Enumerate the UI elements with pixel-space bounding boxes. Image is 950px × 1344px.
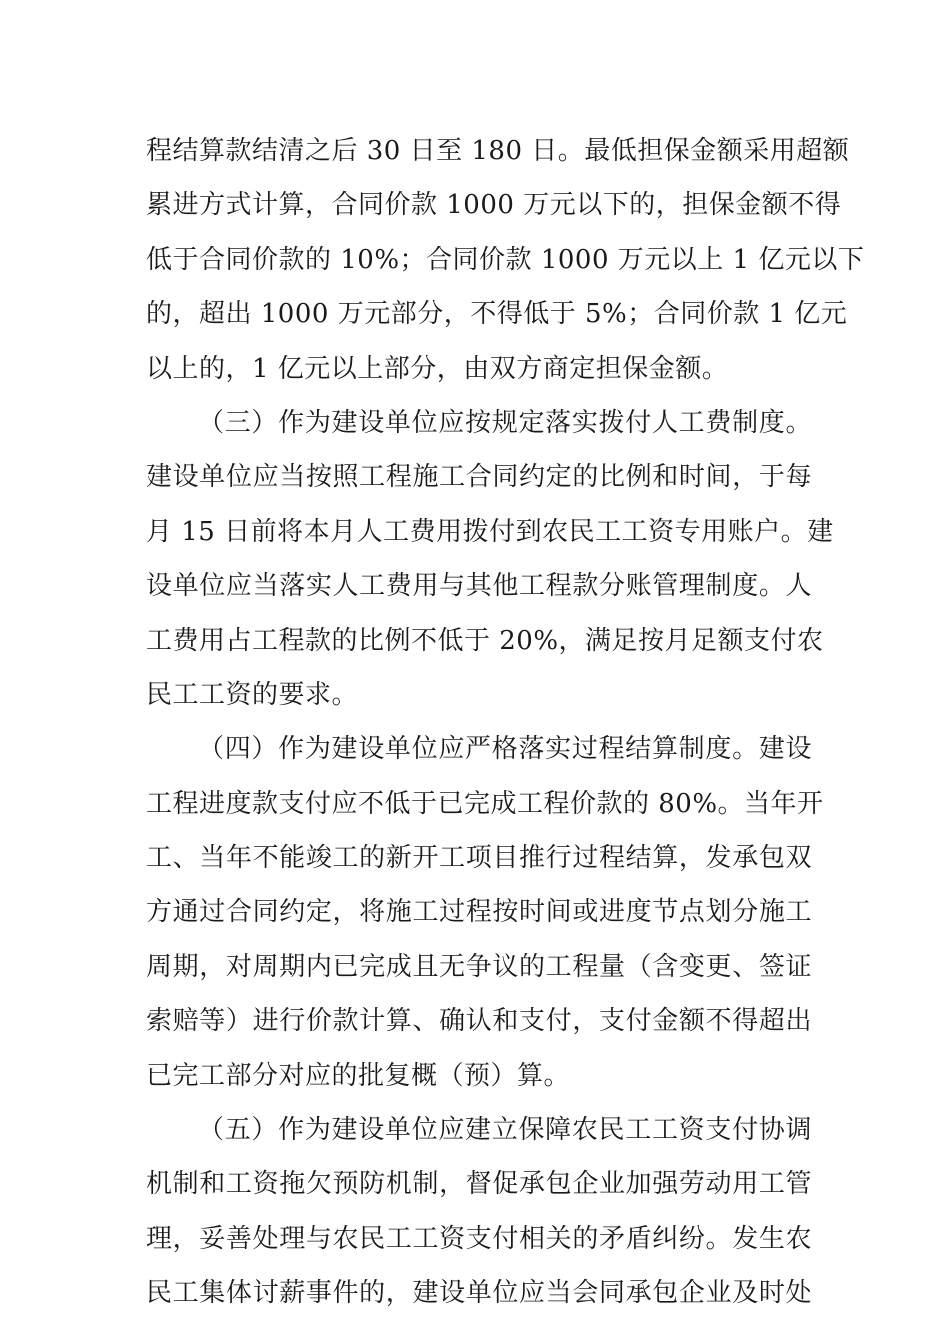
paragraph-heading-line: （五）作为建设单位应建立保障农民工工资支付协调 [198,1115,812,1146]
text-line: 民工集体讨薪事件的，建设单位应当会同承包企业及时处 [146,1278,812,1309]
text-line: 建设单位应当按照工程施工合同约定的比例和时间，于每 [146,462,812,493]
text-line: 工、当年不能竣工的新开工项目推行过程结算，发承包双 [146,843,812,874]
text-line: 工费用占工程款的比例不低于 20%，满足按月足额支付农 [146,625,824,656]
text-line: 已完工部分对应的批复概（预）算。 [146,1060,571,1091]
paragraph-heading-line: （四）作为建设单位应严格落实过程结算制度。建设 [198,734,812,765]
text-line: 的，超出 1000 万元部分，不得低于 5%；合同价款 1 亿元 [146,299,848,330]
paragraph-process-settlement [146,722,824,1103]
text-line: 累进方式计算，合同价款 1000 万元以下的，担保金额不得 [146,190,842,221]
paragraph-heading-line: （三）作为建设单位应按规定落实拨付人工费制度。 [198,407,812,438]
text-line: 以上的，1 亿元以上部分，由双方商定担保金额。 [146,353,729,384]
text-line: 设单位应当落实人工费用与其他工程款分账管理制度。人 [146,571,812,602]
text-line: 周期，对周期内已完成且无争议的工程量（含变更、签证 [146,951,812,982]
text-line: 工程进度款支付应不低于已完成工程价款的 80%。当年开 [146,788,824,819]
body-text [146,124,865,1321]
text-line: 低于合同价款的 10%；合同价款 1000 万元以上 1 亿元以下 [146,244,865,275]
text-line: 理，妥善处理与农民工工资支付相关的矛盾纠纷。发生农 [146,1223,812,1254]
text-line: 民工工资的要求。 [146,679,359,710]
text-line: 机制和工资拖欠预防机制，督促承包企业加强劳动用工管 [146,1169,812,1200]
text-line: 索赔等）进行价款计算、确认和支付，支付金额不得超出 [146,1006,812,1037]
paragraph-guarantee-amount [146,124,865,396]
paragraph-labor-cost-system [146,396,834,722]
paragraph-wage-coordination [146,1103,812,1321]
text-line: 方通过合同约定，将施工过程按时间或进度节点划分施工 [146,897,812,928]
text-line: 月 15 日前将本月人工费用拨付到农民工工资专用账户。建 [146,516,834,547]
text-line: 程结算款结清之后 30 日至 180 日。最低担保金额采用超额 [146,136,850,166]
